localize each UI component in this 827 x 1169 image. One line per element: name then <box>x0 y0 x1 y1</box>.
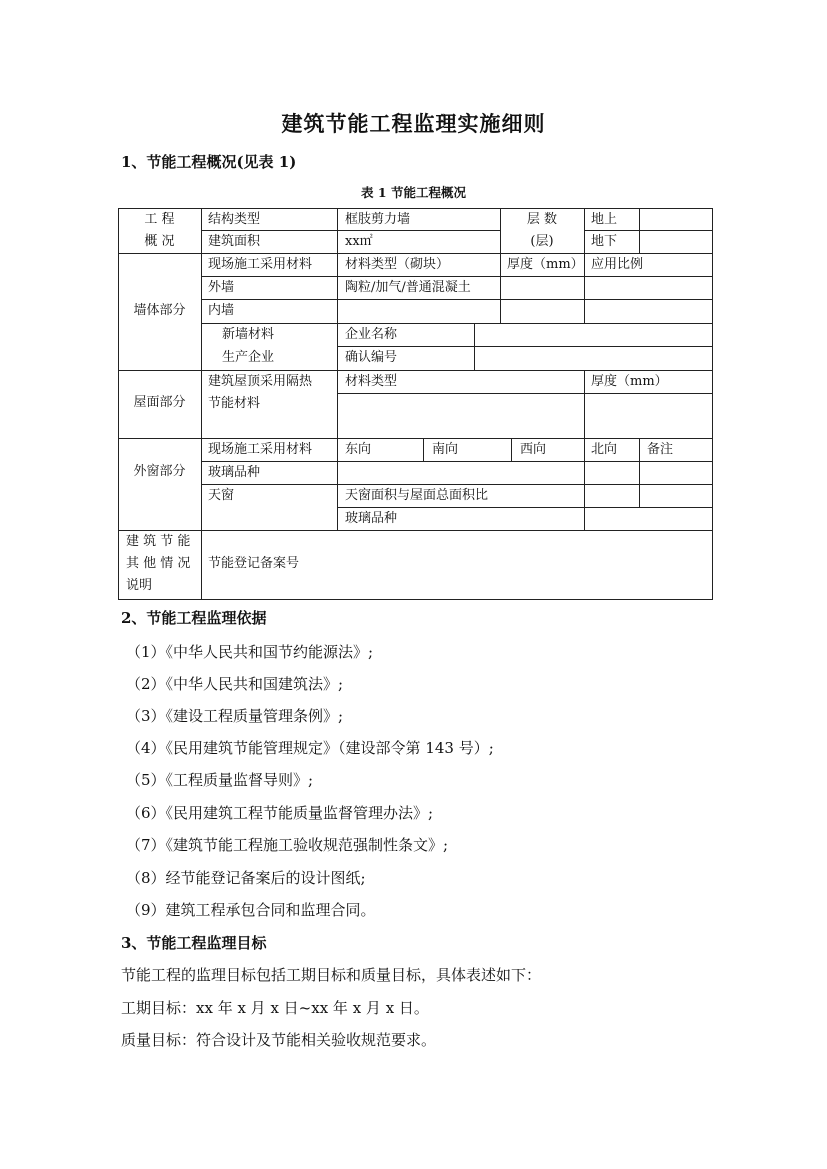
schedule-goal: 工期目标：xx 年 x 月 x 日~xx 年 x 月 x 日。 <box>121 999 429 1017</box>
table-line <box>201 461 713 462</box>
interior-wall-label: 内墙 <box>208 303 235 318</box>
window-east-header: 东向 <box>345 442 372 457</box>
table-line <box>511 438 512 461</box>
other-label-line3: 说明 <box>126 578 153 593</box>
table-line <box>584 208 585 323</box>
list-item: （1）《中华人民共和国节约能源法》; <box>126 643 374 661</box>
new-material-label-line1: 新墙材料 <box>222 327 275 342</box>
table-line <box>337 393 713 394</box>
section-3-heading: 3、节能工程监理目标 <box>121 934 267 952</box>
skylight-label: 天窗 <box>208 488 235 503</box>
other-label-line2: 其 他 情 况 <box>126 556 191 571</box>
window-section-label: 外窗部分 <box>133 464 186 479</box>
wall-section-label: 墙体部分 <box>133 303 186 318</box>
exterior-wall-label: 外墙 <box>208 280 235 295</box>
table-line <box>201 299 713 300</box>
overview-label-line2: 概 况 <box>144 234 175 249</box>
building-area-label: 建筑面积 <box>208 234 261 249</box>
section-1-heading: 1、节能工程概况(见表 1) <box>121 153 297 171</box>
below-ground-label: 地下 <box>591 234 618 249</box>
structure-type-value: 框肢剪力墙 <box>345 212 411 227</box>
registration-number-label: 节能登记备案号 <box>208 556 300 571</box>
list-item: （6）《民用建筑工程节能质量监督管理办法》; <box>126 804 434 822</box>
table-line <box>201 208 202 600</box>
window-glass-type-label: 玻璃品种 <box>208 465 261 480</box>
new-material-label-line2: 生产企业 <box>222 350 275 365</box>
list-item: （8）经节能登记备案后的设计图纸; <box>126 869 366 887</box>
roof-insulation-label-line2: 节能材料 <box>208 396 261 411</box>
table-line <box>201 323 713 324</box>
quality-goal: 质量目标：符合设计及节能相关验收规范要求。 <box>121 1031 437 1049</box>
list-item: （7）《建筑节能工程施工验收规范强制性条文》; <box>126 836 449 854</box>
table-line <box>584 438 585 530</box>
table-border-bottom <box>118 599 713 600</box>
table-line <box>423 438 424 461</box>
wall-onsite-material-label: 现场施工采用材料 <box>208 257 313 272</box>
floors-label-line1: 层 数 <box>526 212 558 227</box>
roof-material-type-header: 材料类型 <box>345 374 398 389</box>
skylight-glass-label: 玻璃品种 <box>345 511 398 526</box>
list-item: （5）《工程质量监督导则》; <box>126 771 314 789</box>
confirm-number-label: 确认编号 <box>345 350 398 365</box>
table-line <box>584 370 585 438</box>
window-south-header: 南向 <box>432 442 459 457</box>
list-item: （9）建筑工程承包合同和监理合同。 <box>126 901 376 919</box>
wall-ratio-header: 应用比例 <box>591 257 644 272</box>
page-title: 建筑节能工程监理实施细则 <box>281 111 546 136</box>
wall-thickness-header: 厚度（mm） <box>507 257 584 272</box>
table-line <box>639 438 640 507</box>
roof-thickness-header: 厚度（mm） <box>591 374 668 389</box>
table-line <box>337 208 338 530</box>
section-2-heading: 2、节能工程监理依据 <box>121 609 267 627</box>
goals-intro: 节能工程的监理目标包括工期目标和质量目标，具体表述如下： <box>121 966 542 984</box>
table-line <box>474 323 475 370</box>
table-border-right <box>712 208 713 600</box>
table-line <box>639 208 640 253</box>
table-line <box>118 530 713 531</box>
roof-insulation-label-line1: 建筑屋顶采用隔热 <box>208 374 313 389</box>
overview-table <box>118 208 713 600</box>
overview-label-line1: 工 程 <box>144 212 175 227</box>
wall-material-type-header: 材料类型（砌块） <box>345 257 450 272</box>
list-item: （4）《民用建筑节能管理规定》（建设部令第 143 号）; <box>126 739 494 757</box>
building-area-value: xx㎡ <box>345 234 373 249</box>
other-label-line1: 建 筑 节 能 <box>126 534 191 549</box>
window-north-header: 北向 <box>591 442 618 457</box>
company-name-label: 企业名称 <box>345 327 398 342</box>
list-item: （2）《中华人民共和国建筑法》; <box>126 675 344 693</box>
skylight-ratio-label: 天窗面积与屋面总面积比 <box>345 488 489 503</box>
roof-section-label: 屋面部分 <box>133 395 186 410</box>
structure-type-label: 结构类型 <box>208 212 261 227</box>
window-west-header: 西向 <box>520 442 547 457</box>
window-onsite-material-label: 现场施工采用材料 <box>208 442 313 457</box>
table-caption: 表 1 节能工程概况 <box>361 185 466 200</box>
list-item: （3）《建设工程质量管理条例》; <box>126 707 344 725</box>
above-ground-label: 地上 <box>591 212 618 227</box>
floors-label-line2: (层) <box>530 234 554 249</box>
window-remark-header: 备注 <box>647 442 674 457</box>
exterior-wall-material: 陶粒/加气/普通混凝土 <box>345 280 471 295</box>
